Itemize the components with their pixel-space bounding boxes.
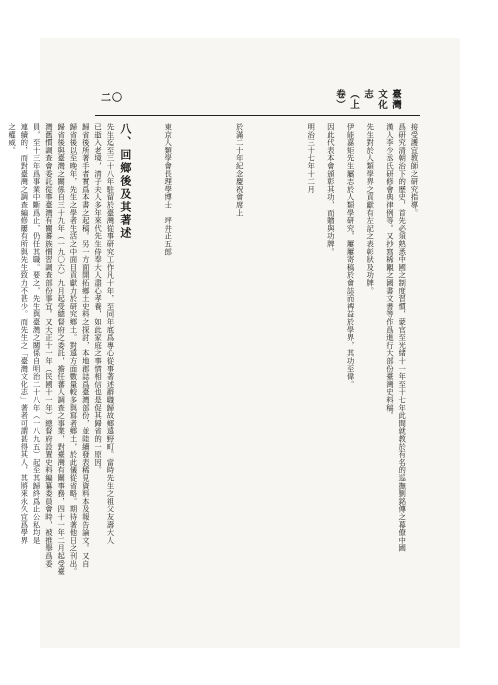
signature-line: 於滿二十年紀念慶祝會席上 (235, 123, 245, 217)
running-title: 臺灣文化志（上卷） (334, 89, 401, 110)
paragraph: 已逝入老境，清子夫人多年來代先生侍奉大人盡心孝養，如此家庭之事情相信也是促其歸省的一原因。 (93, 123, 103, 474)
page-header (95, 85, 420, 115)
paragraph: 伊能嘉矩先生屬志於人類學研究，屢屢寄稿於會誌而裨益於學界，其功至偉。 (346, 123, 356, 389)
paragraph: 灣舊慣調查會委託從事臺灣有關蕃族慣習調查部份事宜。又大正十一年（民國十一年）總督府設置史料編纂委員會時，被推舉爲委 (44, 123, 54, 568)
paragraph: 爲研究清朝治下的歷史，首先必須熟悉中國之制度習慣，蒙官至光緒十一年至十七年此間就教於有名的巡撫劉銘傳之幕僚中國 (397, 123, 407, 552)
paragraph: 先生對於人類學界之貢獻有左記之表彰狀及功牌。 (365, 123, 375, 295)
paragraph: 之權威。 (7, 123, 17, 155)
paragraph: 明治三十七年十二月 (306, 123, 316, 194)
page-number: 二〇 (101, 93, 123, 104)
header-rule (95, 115, 420, 116)
paragraph: 接受護宜教師之研究指導。 (410, 123, 419, 217)
page-frame (7, 85, 420, 588)
paragraph: 因此代表本會頒彰其功，而贈與功牌。 (326, 123, 336, 256)
paragraph: 員，至十三年爲事業中斷爲止，仍任其職。要之，先生與臺灣之關係自明治二十八年（一八九五）起至其歸終爲止公私均是 (32, 123, 42, 545)
paragraph: 歸省後與臺灣之關係自三十九年（一九〇六）九月起受總督府之委託，擔任蕃人調查之事業，對臺灣有關事務，四十一年二月起受臺 (56, 123, 66, 576)
paragraph: 先生迄至三十八年駐留於臺灣從事研究工作凡十年，至同年底爲專心從事著述辭職歸故鄉遠野町。當時先生之祖父友壽大人 (105, 123, 115, 545)
page (7, 38, 460, 648)
paragraph: 漢人李少丞氏研修會典律例等。又抄寫稀覯之國書文書等作爲進行大部份臺灣史料稿。 (385, 123, 395, 420)
paragraph: 連續的，而對臺灣之調查編修屢有所與先生致力不甚少。而先生之「臺灣文化志」著者可謂甚得其人，其將來永久宜爲學界 (19, 123, 29, 545)
paragraph: 歸省後所著手者實爲本書之起稿。另一方面開拓鄉土史料之探討，本地郡誌爲臺灣部份，並陸續發表稀見資料本及報告論文。又自 (81, 123, 91, 568)
body-text (7, 123, 420, 588)
paragraph: 歸省後以至晚年，先生之學者生活之中面目貢獻力於研究鄉土。對遠方面數量較多與寫者鄉土，於此儀從省略。期待著他日之刊出。 (69, 123, 78, 576)
section-title: 八、回鄉後及其著述 (118, 123, 132, 240)
signature-line: 東京人類學會長理學博士 坪井正五郎 (163, 123, 173, 256)
